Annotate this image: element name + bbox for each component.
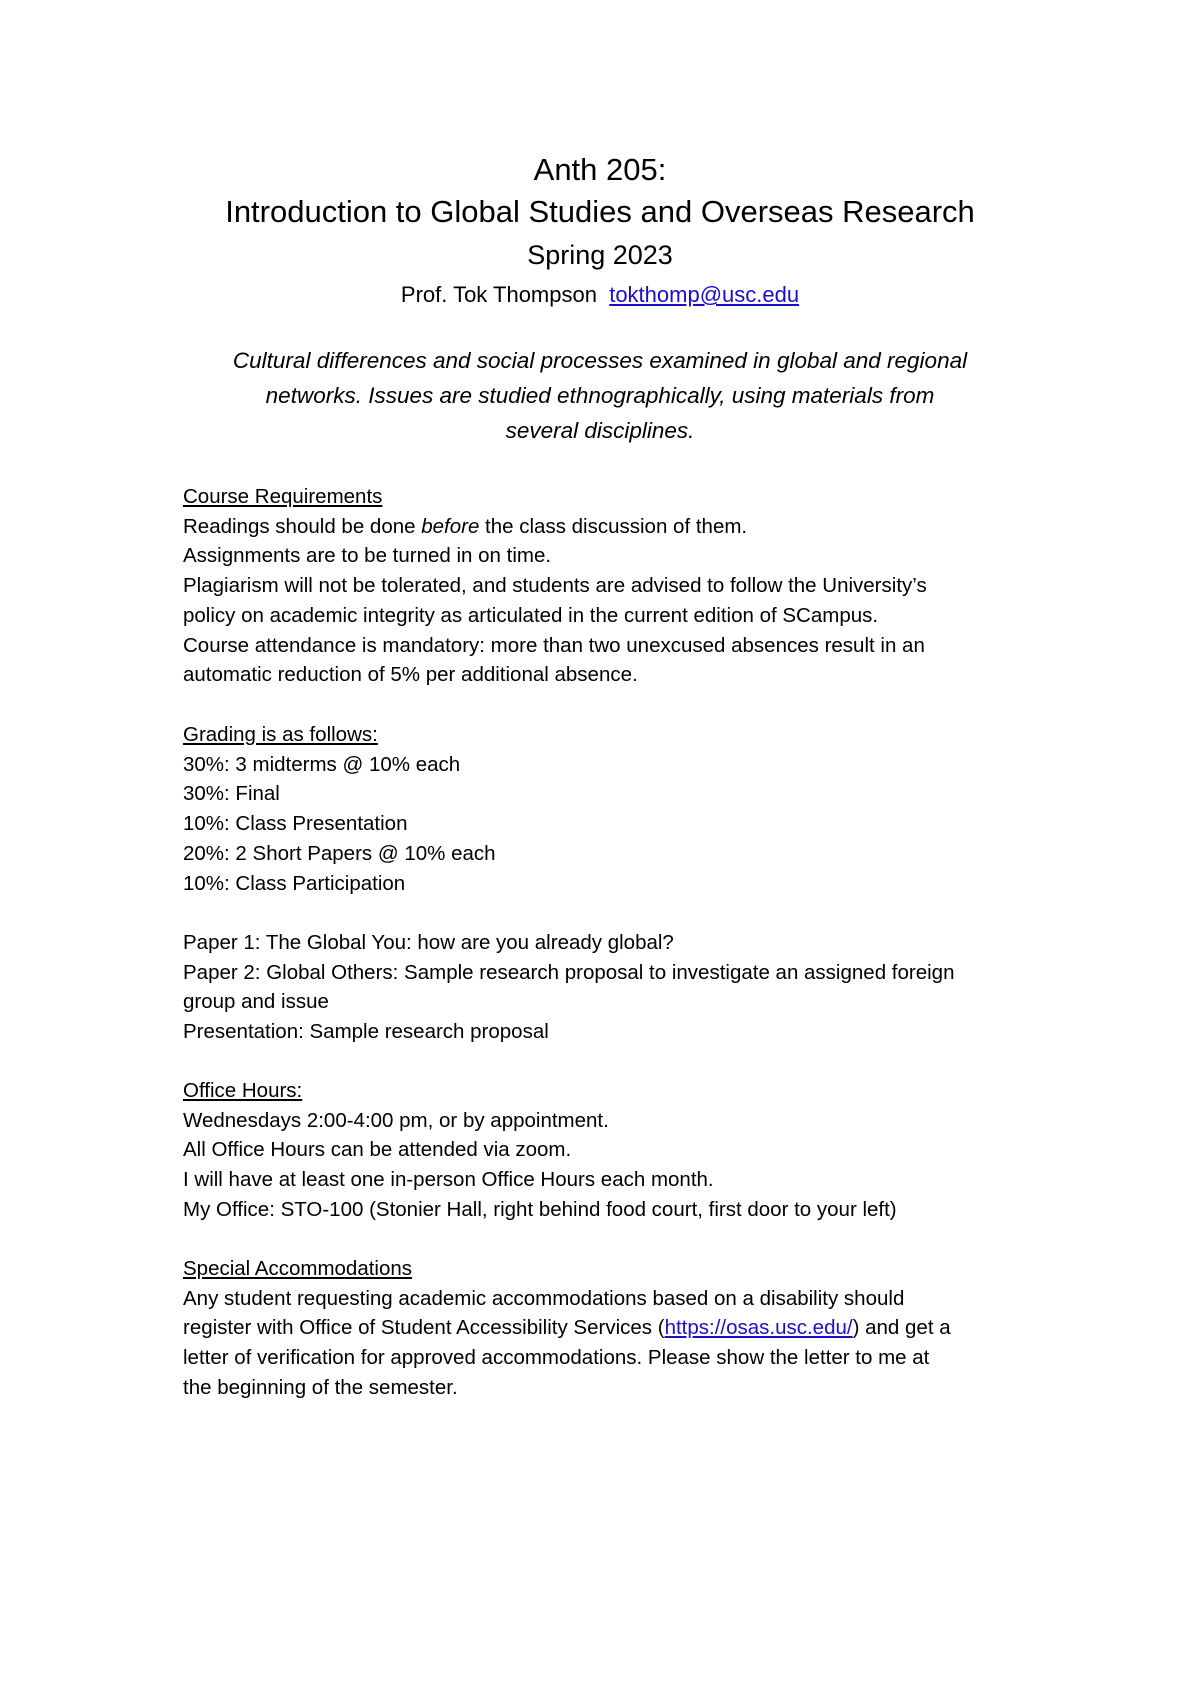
osas-link[interactable]: https://osas.usc.edu/ <box>664 1316 853 1340</box>
special-accommodations-section <box>183 1254 1063 1403</box>
office-hours-line: All Office Hours can be attended via zoom. <box>183 1138 572 1162</box>
description-line: several disciplines. <box>505 418 695 443</box>
reading-text-post: the class discussion of them. <box>479 514 748 538</box>
grading-heading: Grading is as follows: <box>183 723 378 746</box>
grading-item: 20%: 2 Short Papers @ 10% each <box>183 841 496 865</box>
paper-line: group and issue <box>183 990 329 1014</box>
course-requirements-heading: Course Requirements <box>183 485 383 508</box>
professor-name: Prof. Tok Thompson <box>400 282 597 307</box>
reading-text-emphasis: before <box>421 514 480 538</box>
reading-text-pre: Readings should be done <box>183 514 422 538</box>
grading-item: 10%: Class Participation <box>183 871 406 895</box>
paper-line: Presentation: Sample research proposal <box>183 1020 549 1044</box>
description-line: networks. Issues are studied ethnographically, using materials from <box>265 383 935 408</box>
grading-item: 30%: 3 midterms @ 10% each <box>183 752 461 776</box>
accommodations-line: letter of verification for approved accommodations. Please show the letter to me at <box>183 1346 930 1370</box>
course-description <box>150 343 1050 448</box>
requirement-line: Assignments are to be turned in on time. <box>183 544 552 568</box>
course-requirements-section <box>183 482 1063 690</box>
grading-section <box>183 720 1063 898</box>
accommodations-line: Any student requesting academic accommodations based on a disability should <box>183 1286 905 1310</box>
professor-email-link[interactable]: tokthomp@usc.edu <box>609 282 800 307</box>
paper-line: Paper 2: Global Others: Sample research proposal to investigate an assigned foreign <box>183 960 955 984</box>
accommodations-line <box>183 1313 1063 1343</box>
accommodations-text-pre: register with Office of Student Accessibility Services ( <box>183 1316 665 1340</box>
office-hours-line: I will have at least one in-person Office Hours each month. <box>183 1168 714 1192</box>
office-hours-heading: Office Hours: <box>183 1079 303 1102</box>
course-term: Spring 2023 <box>527 240 673 270</box>
professor-line <box>0 280 1200 310</box>
description-line: Cultural differences and social processes examined in global and regional <box>232 348 968 373</box>
requirement-line: Plagiarism will not be tolerated, and students are advised to follow the University’s <box>183 574 927 598</box>
course-code: Anth 205: <box>533 152 667 187</box>
course-title: Introduction to Global Studies and Overseas Research <box>225 194 975 229</box>
grading-item: 30%: Final <box>183 782 280 806</box>
requirement-line: Course attendance is mandatory: more than two unexcused absences result in an <box>183 633 925 657</box>
office-hours-section <box>183 1076 1063 1225</box>
requirement-line: policy on academic integrity as articulated in the current edition of SCampus. <box>183 603 879 627</box>
office-hours-line: My Office: STO-100 (Stonier Hall, right behind food court, first door to your left) <box>183 1197 897 1221</box>
special-accommodations-heading: Special Accommodations <box>183 1257 413 1280</box>
requirement-line <box>183 512 1063 542</box>
office-hours-line: Wednesdays 2:00-4:00 pm, or by appointment. <box>183 1108 609 1132</box>
accommodations-line: the beginning of the semester. <box>183 1375 458 1399</box>
grading-item: 10%: Class Presentation <box>183 812 408 836</box>
paper-line: Paper 1: The Global You: how are you already global? <box>183 931 674 954</box>
papers-section <box>183 928 1063 1047</box>
requirement-line: automatic reduction of 5% per additional absence. <box>183 663 638 687</box>
accommodations-text-post: ) and get a <box>852 1316 951 1340</box>
